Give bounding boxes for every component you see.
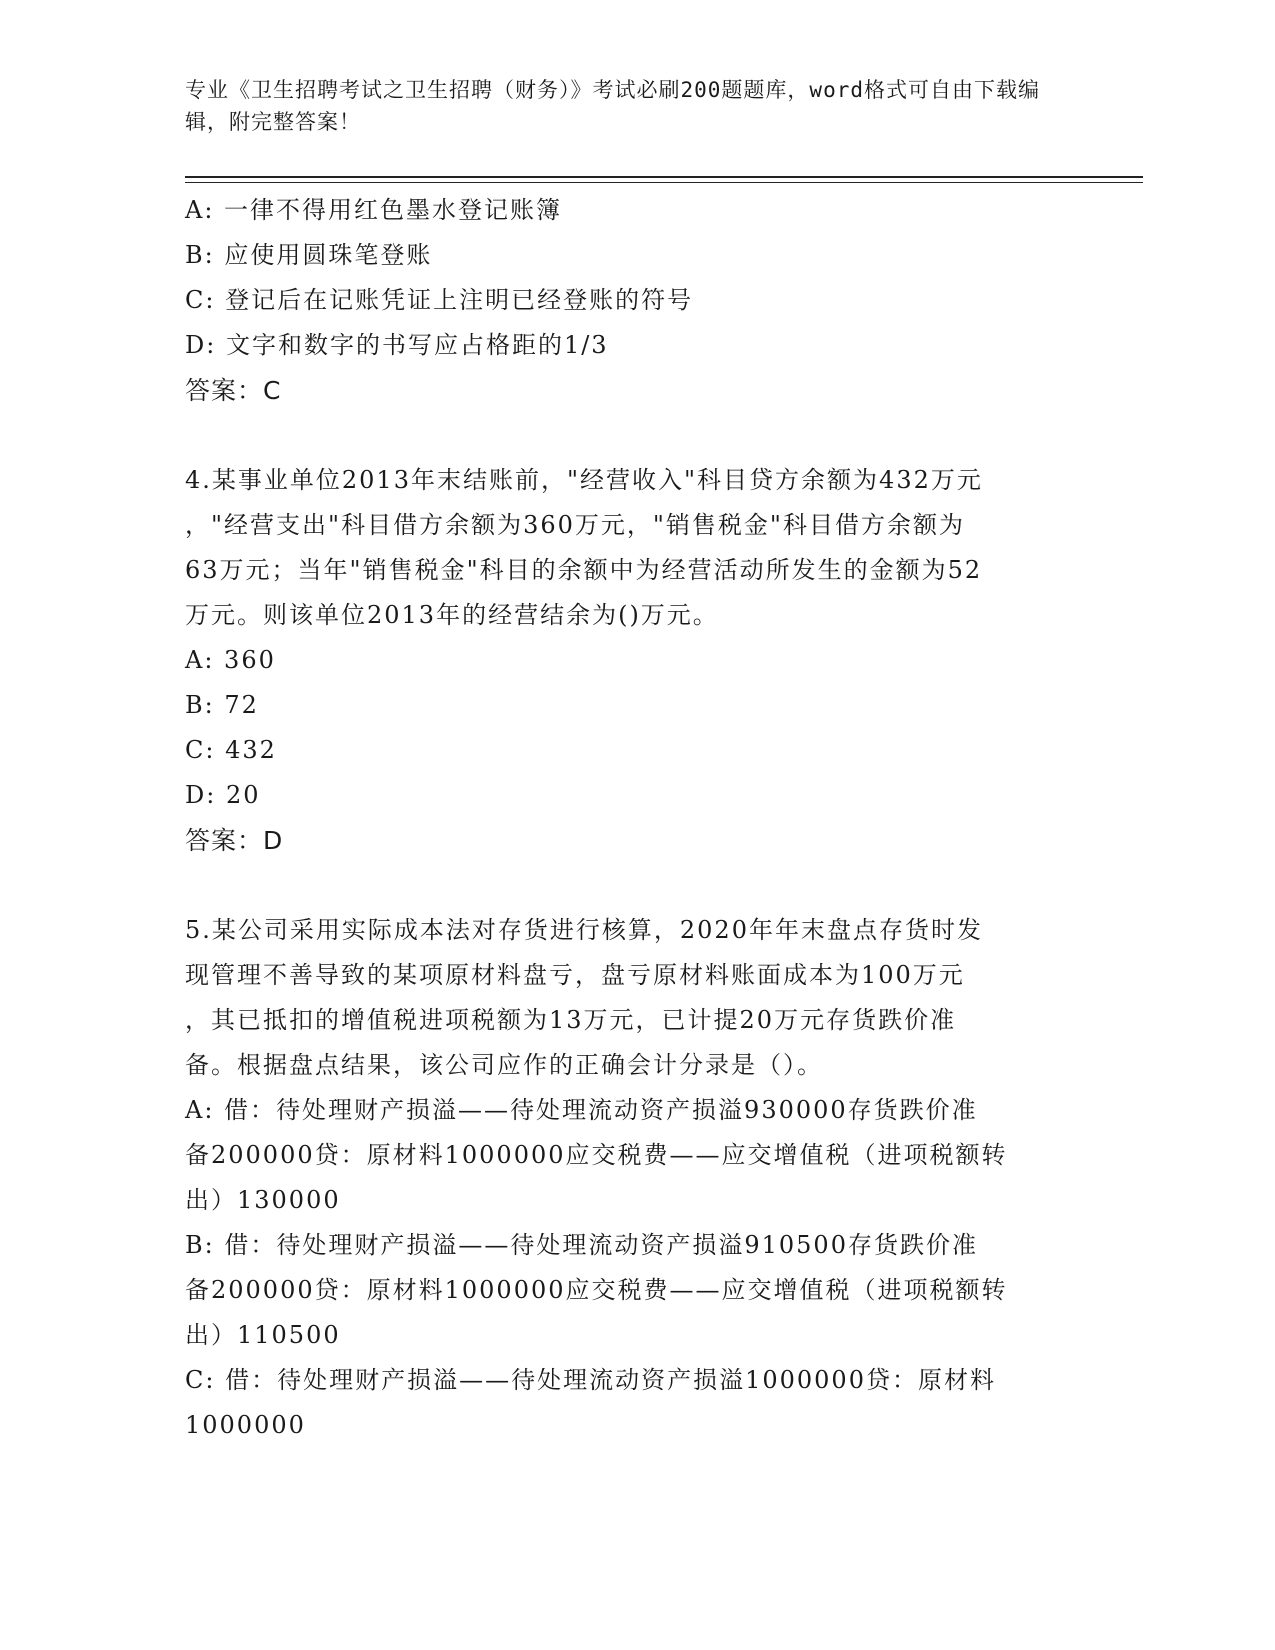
option-d: D: 20 [185,781,261,809]
option-a-line: A: 借：待处理财产损溢——待处理流动资产损溢930000存货跌价准 [185,1096,978,1124]
question-5 [185,908,1075,1448]
question-3-options [185,188,1075,413]
question-4 [185,458,1075,863]
option-b-line: 出）110500 [185,1321,341,1349]
option-d: D: 文字和数字的书写应占格距的1/3 [185,331,609,359]
option-a: A: 360 [185,646,276,674]
option-b: B: 应使用圆珠笔登账 [185,241,433,269]
option-b: B: 72 [185,691,259,719]
question-stem-line: 现管理不善导致的某项原材料盘亏，盘亏原材料账面成本为100万元 [185,961,965,989]
question-stem-line: 63万元；当年"销售税金"科目的余额中为经营活动所发生的金额为52 [185,556,983,584]
option-a-line: 备200000贷：原材料1000000应交税费——应交增值税（进项税额转 [185,1141,1008,1169]
option-c: C: 登记后在记账凭证上注明已经登账的符号 [185,286,694,314]
option-c-line: C: 借：待处理财产损溢——待处理流动资产损溢1000000贷：原材料 [185,1366,996,1394]
option-a-line: 出）130000 [185,1186,341,1214]
option-a: A: 一律不得用红色墨水登记账簿 [185,196,563,224]
header-rule-thick [185,176,1143,178]
answer: 答案：D [185,826,284,855]
question-stem-line: ，其已抵扣的增值税进项税额为13万元，已计提20万元存货跌价准 [185,1006,957,1034]
option-c: C: 432 [185,736,277,764]
answer: 答案：C [185,376,282,405]
question-stem-line: 4.某事业单位2013年末结账前，"经营收入"科目贷方余额为432万元 [185,466,983,494]
option-b-line: 备200000贷：原材料1000000应交税费——应交增值税（进项税额转 [185,1276,1008,1304]
question-stem-line: 5.某公司采用实际成本法对存货进行核算，2020年年末盘点存货时发 [185,916,983,944]
option-b-line: B: 借：待处理财产损溢——待处理流动资产损溢910500存货跌价准 [185,1231,978,1259]
option-c-line: 1000000 [185,1411,306,1439]
question-stem-line: 万元。则该单位2013年的经营结余为()万元。 [185,601,719,629]
question-stem-line: ，"经营支出"科目借方余额为360万元，"销售税金"科目借方余额为 [185,511,965,539]
question-stem-line: 备。根据盘点结果，该公司应作的正确会计分录是（）。 [185,1051,823,1079]
header-rule-thin [185,182,1143,183]
document-header: 专业《卫生招聘考试之卫生招聘（财务）》考试必刷200题题库，word格式可自由下载编辑，附完整答案！ [185,78,1040,134]
question-content [185,188,1075,1448]
